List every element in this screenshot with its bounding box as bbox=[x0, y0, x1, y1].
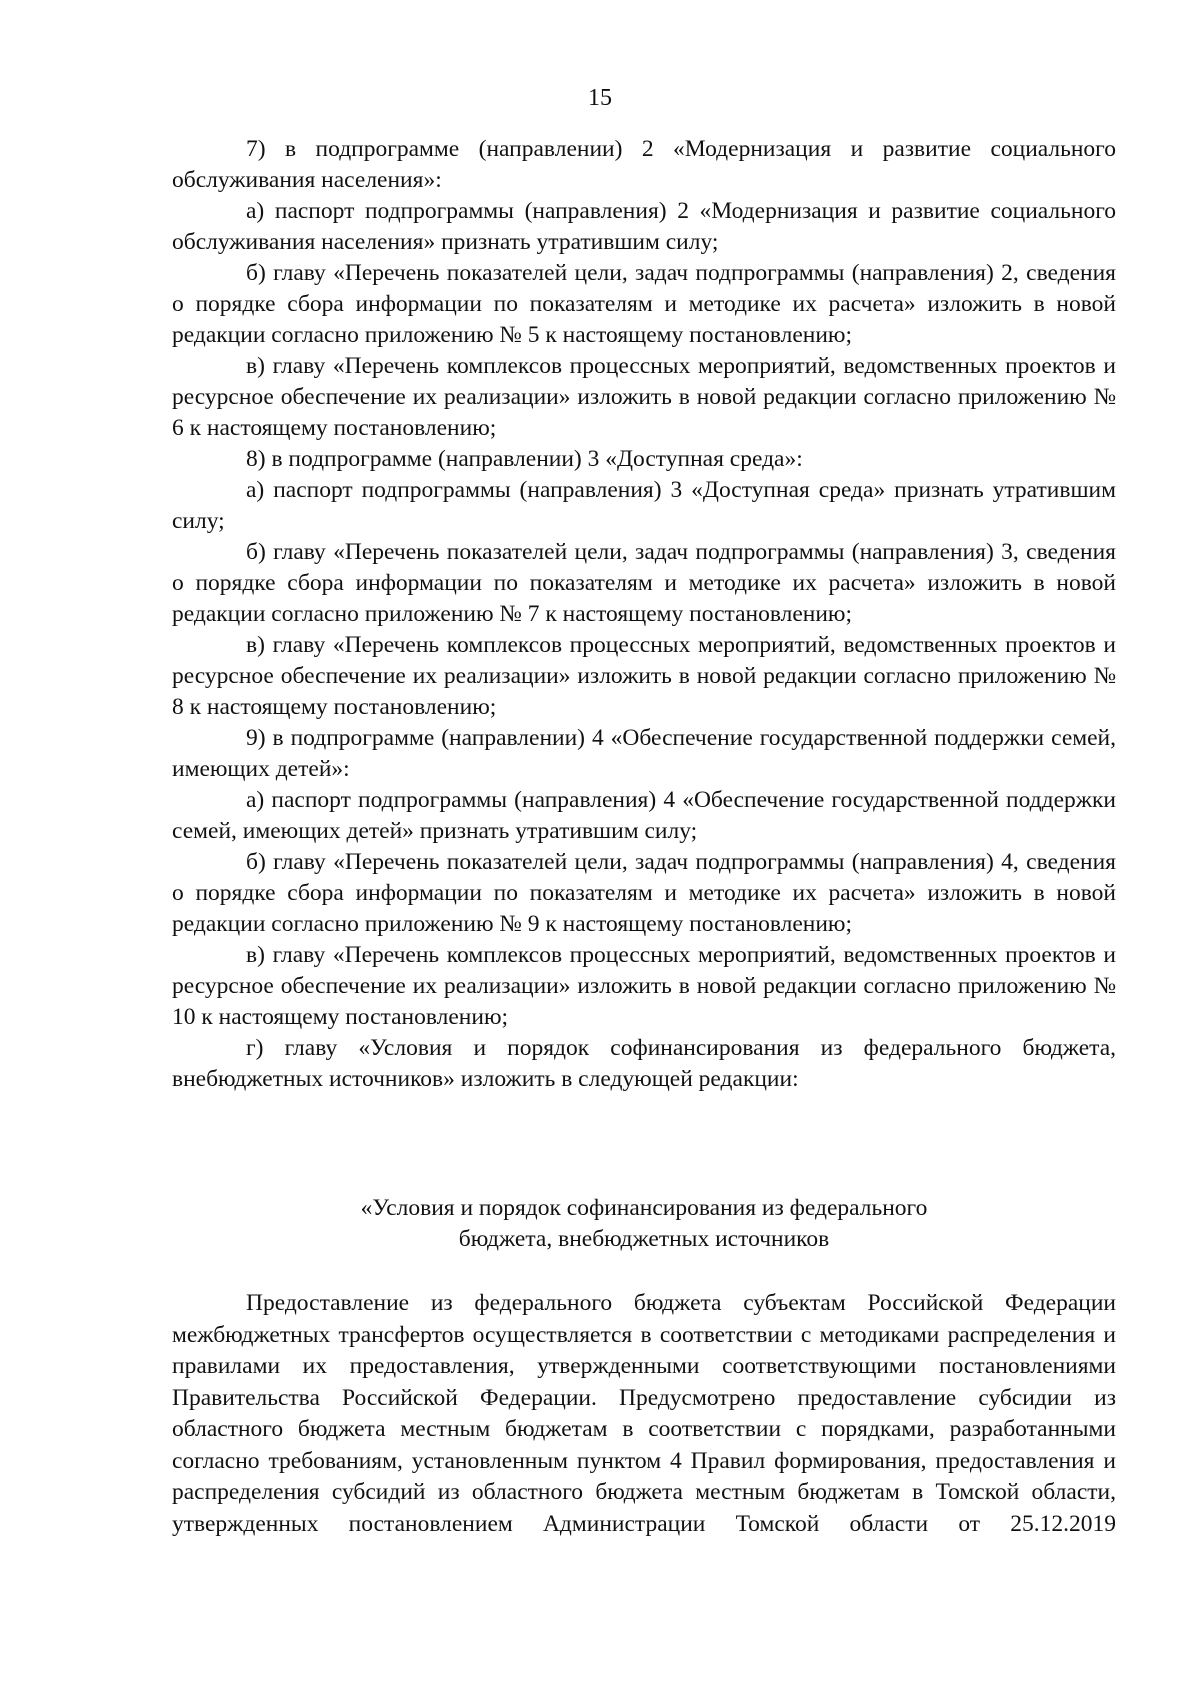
paragraph-item-8b: б) главу «Перечень показателей цели, задач подпрограммы (направления) 3, сведения о порядке сбора информации по показателям и методике их расчета» изложить в новой редакции согласно приложению № 7 к настоящему постановлению; bbox=[172, 539, 1116, 627]
final-paragraph: Предоставление из федерального бюджета субъектам Российской Федерации межбюджетных трансфертов осуществляется в соответствии с методиками распределения и правилами их предоставления, утвержденными соответствующими постановлениями Правительства Российской Федерации. Предусмотрено предоставление субсидии из областного бюджета местным бюджетам в соответствии с порядками, разработанными согласно требованиям, установленным пунктом 4 Правил формирования, предоставления и распределения субсидий из областного бюджета местным бюджетам в Томской области, утвержденных постановлением Администрации Томской области от 25.12.2019 bbox=[172, 1290, 1116, 1537]
paragraph-item-9b: б) главу «Перечень показателей цели, задач подпрограммы (направления) 4, сведения о порядке сбора информации по показателям и методике их расчета» изложить в новой редакции согласно приложению № 9 к настоящему постановлению; bbox=[172, 849, 1116, 937]
section-heading bbox=[172, 1193, 1116, 1255]
section-heading-line-2: бюджета, внебюджетных источников bbox=[458, 1226, 830, 1252]
document-body bbox=[172, 134, 1116, 1095]
paragraph-item-7b: б) главу «Перечень показателей цели, задач подпрограммы (направления) 2, сведения о порядке сбора информации по показателям и методике их расчета» изложить в новой редакции согласно приложению № 5 к настоящему постановлению; bbox=[172, 260, 1116, 348]
paragraph-item-7v: в) главу «Перечень комплексов процессных мероприятий, ведомственных проектов и ресурсное обеспечение их реализации» изложить в новой редакции согласно приложению № 6 к настоящему постановлению; bbox=[172, 353, 1116, 441]
paragraph-item-9g: г) главу «Условия и порядок софинансирования из федерального бюджета, внебюджетных источников» изложить в следующей редакции: bbox=[172, 1035, 1116, 1092]
paragraph-item-9v: в) главу «Перечень комплексов процессных мероприятий, ведомственных проектов и ресурсное обеспечение их реализации» изложить в новой редакции согласно приложению № 10 к настоящему постановлению; bbox=[172, 942, 1116, 1030]
paragraph-item-8a: а) паспорт подпрограммы (направления) 3 «Доступная среда» признать утратившим силу; bbox=[172, 477, 1116, 534]
paragraph-item-8v: в) главу «Перечень комплексов процессных мероприятий, ведомственных проектов и ресурсное обеспечение их реализации» изложить в новой редакции согласно приложению № 8 к настоящему постановлению; bbox=[172, 632, 1116, 720]
paragraph-item-9a: а) паспорт подпрограммы (направления) 4 «Обеспечение государственной поддержки семей, имеющих детей» признать утратившим силу; bbox=[172, 787, 1116, 844]
page-number: 15 bbox=[588, 85, 612, 111]
section-body bbox=[172, 1288, 1116, 1540]
paragraph-item-8: 8) в подпрограмме (направлении) 3 «Доступная среда»: bbox=[246, 446, 803, 472]
paragraph-item-7a: а) паспорт подпрограммы (направления) 2 «Модернизация и развитие социального обслуживания населения» признать утратившим силу; bbox=[172, 198, 1116, 255]
paragraph-item-9: 9) в подпрограмме (направлении) 4 «Обеспечение государственной поддержки семей, имеющих детей»: bbox=[172, 725, 1116, 782]
section-heading-line-1: «Условия и порядок софинансирования из федерального bbox=[360, 1195, 928, 1221]
paragraph-item-7: 7) в подпрограмме (направлении) 2 «Модернизация и развитие социального обслуживания населения»: bbox=[172, 136, 1116, 193]
